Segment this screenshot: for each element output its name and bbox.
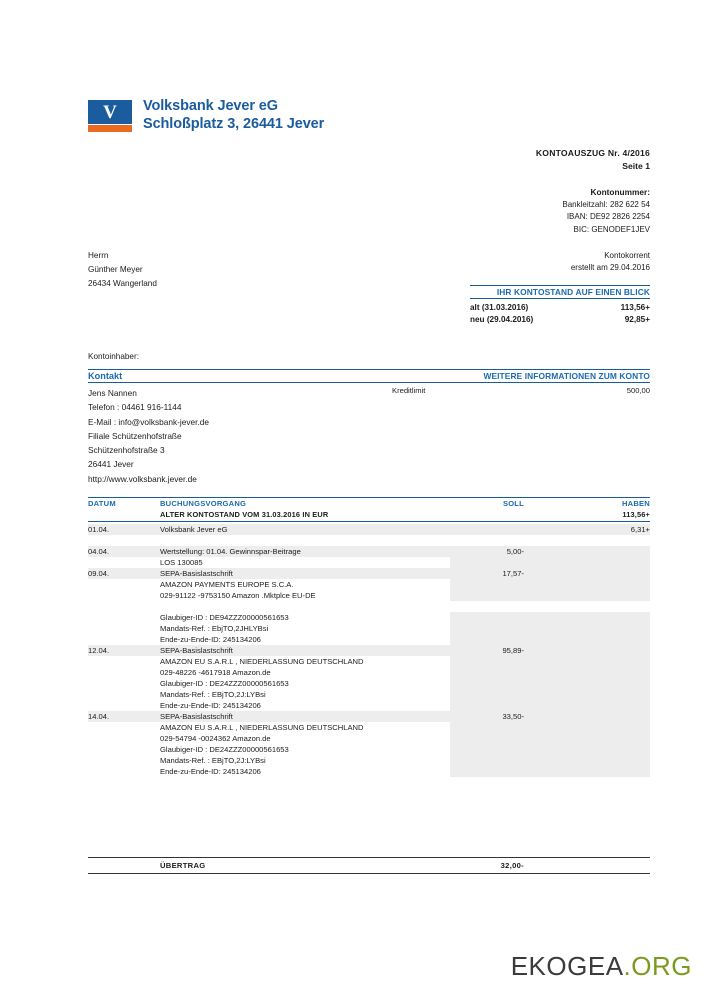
tx-date: 12.04.	[88, 645, 160, 656]
logo-letter: V	[103, 101, 117, 123]
tx-haben	[546, 645, 650, 656]
tx-desc-line: Mandats-Ref. : EBjTO,2J:LYBsi	[160, 756, 266, 765]
balance-old-row	[470, 299, 650, 312]
tx-desc-line: Ende-zu-Ende-ID: 245134206	[160, 767, 261, 776]
tx-date: 14.04.	[88, 711, 160, 722]
tx-desc-line: AMAZON EU S.A.R.L , NIEDERLASSUNG DEUTSCHLAND	[160, 723, 364, 732]
contact-section-header	[88, 369, 650, 383]
tx-soll: 5,00-	[450, 546, 546, 557]
balance-old-value: 113,56+	[620, 302, 650, 312]
contact-line: 26441 Jever	[88, 459, 134, 470]
account-holder-label: Kontoinhaber:	[88, 352, 139, 361]
tx-haben	[546, 546, 650, 557]
tx-desc-line: Glaubiger-ID : DE24ZZZ00000561653	[160, 679, 289, 688]
col-header-buchungsvorgang: BUCHUNGSVORGANG	[160, 499, 247, 508]
contact-line: Schützenhofstraße 3	[88, 445, 165, 456]
tx-desc-line: Ende-zu-Ende-ID: 245134206	[160, 701, 261, 710]
table-row[interactable]	[88, 711, 650, 777]
carry-forward-value: 32,00-	[500, 861, 524, 870]
tx-desc-line: 029-48226 -4617918 Amazon.de	[160, 668, 271, 677]
carry-forward-section	[88, 857, 650, 874]
balance-new-row	[470, 312, 650, 325]
tx-desc-line: AMAZON PAYMENTS EUROPE S.C.A.	[160, 580, 294, 589]
tx-desc-line: LOS 130085	[160, 558, 203, 567]
tx-soll: 33,50-	[450, 711, 546, 722]
tx-desc-line: SEPA-Basislastschrift	[160, 711, 450, 722]
account-type: Kontokorrent	[604, 251, 650, 260]
recipient-city: 26434 Wangerland	[88, 278, 157, 288]
contact-title: Kontakt	[88, 371, 123, 381]
transaction-list	[88, 524, 650, 777]
tx-haben: 6,31+	[546, 524, 650, 535]
bank-address: Schloßplatz 3, 26441 Jever	[143, 115, 325, 132]
credit-limit-value: 500,00	[626, 386, 650, 395]
bank-logo	[88, 98, 324, 133]
table-row[interactable]	[88, 524, 650, 546]
iban-value: IBAN: DE92 2826 2254	[566, 212, 650, 222]
account-type-block	[571, 250, 650, 275]
recipient-name: Günther Meyer	[88, 264, 143, 274]
carry-forward-row	[88, 858, 650, 873]
opening-balance-value: 113,56+	[622, 510, 650, 519]
statement-title: KONTOAUSZUG Nr. 4/2016	[535, 148, 650, 158]
contact-line: Telefon : 04461 916-1144	[88, 402, 182, 413]
tx-soll	[450, 524, 546, 535]
carry-forward-label: ÜBERTRAG	[160, 861, 206, 870]
tx-soll: 17,57-	[450, 568, 546, 579]
tx-desc-line: Mandats-Ref. : EBjTO,2J:LYBsi	[160, 690, 266, 699]
bic-value: BIC: GENODEF1JEV	[573, 224, 650, 234]
tx-date: 01.04.	[88, 524, 160, 535]
col-header-haben: HABEN	[621, 499, 650, 508]
col-header-datum: DATUM	[88, 499, 116, 508]
account-number-block	[562, 186, 650, 236]
blz-value: Bankleitzahl: 282 622 54	[562, 199, 650, 209]
tx-desc-line: Mandats-Ref. : EbjTO,2JHLYBsi	[160, 624, 269, 633]
contact-line: Filiale Schützenhofstraße	[88, 430, 182, 441]
transactions-table	[88, 497, 650, 777]
contact-section	[88, 369, 650, 486]
table-row[interactable]	[88, 546, 650, 568]
tx-desc-line: 029-91122 -9753150 Amazon .Mktplce EU-DE	[160, 591, 316, 600]
table-row[interactable]	[88, 568, 650, 645]
volksbank-logo-icon	[88, 100, 132, 132]
tx-desc-line: AMAZON EU S.A.R.L , NIEDERLASSUNG DEUTSCHLAND	[160, 657, 364, 666]
credit-limit-label: Kreditlimit	[392, 386, 426, 395]
table-header-row	[88, 497, 650, 509]
tx-desc-line: Glaubiger-ID : DE24ZZZ00000561653	[160, 745, 289, 754]
account-number-label: Kontonummer:	[590, 187, 650, 197]
balance-summary-header: IHR KONTOSTAND AUF EINEN BLICK	[470, 285, 650, 299]
tx-desc-line: 029-54794 -0024362 Amazon.de	[160, 734, 271, 743]
tx-haben	[546, 568, 650, 579]
tx-desc-line: SEPA-Basislastschrift	[160, 568, 450, 579]
opening-balance-label: ALTER KONTOSTAND VOM 31.03.2016 IN EUR	[160, 510, 329, 519]
contact-line: Jens Nannen	[88, 388, 137, 398]
watermark	[511, 951, 692, 982]
tx-desc-line: Volksbank Jever eG	[160, 524, 450, 535]
opening-balance-row	[88, 509, 650, 522]
balance-old-label: alt (31.03.2016)	[470, 302, 529, 312]
contact-line: E-Mail : info@volksbank-jever.de	[88, 416, 209, 427]
tx-desc-line: Glaubiger-ID : DE94ZZZ00000561653	[160, 613, 289, 622]
watermark-name: EKOGEA	[510, 951, 624, 981]
credit-limit-row	[350, 386, 650, 395]
col-header-soll: SOLL	[502, 499, 524, 508]
contact-website[interactable]: http://www.volksbank.jever.de	[88, 473, 197, 484]
bank-name: Volksbank Jever eG	[143, 98, 278, 114]
tx-soll: 95,89-	[450, 645, 546, 656]
contact-details	[88, 386, 650, 486]
tx-date: 04.04.	[88, 546, 160, 557]
page-number: Seite 1	[622, 161, 650, 171]
tx-desc-line: SEPA-Basislastschrift	[160, 645, 450, 656]
recipient-address	[88, 249, 157, 290]
recipient-salutation: Herrn	[88, 251, 109, 260]
tx-desc-line: Ende-zu-Ende-ID: 245134206	[160, 635, 261, 644]
tx-date: 09.04.	[88, 568, 160, 579]
table-row[interactable]	[88, 645, 650, 711]
divider-bottom	[88, 873, 650, 874]
balance-new-value: 92,85+	[624, 315, 650, 324]
tx-haben	[546, 711, 650, 722]
tx-desc-line: Wertstellung: 01.04. Gewinnspar-Beitrage	[160, 546, 450, 557]
more-info-title: WEITERE INFORMATIONEN ZUM KONTO	[483, 371, 650, 381]
created-date: erstellt am 29.04.2016	[570, 263, 650, 273]
watermark-tld: .ORG	[623, 951, 692, 981]
balance-summary	[470, 285, 650, 324]
balance-new-label: neu (29.04.2016)	[470, 315, 534, 324]
